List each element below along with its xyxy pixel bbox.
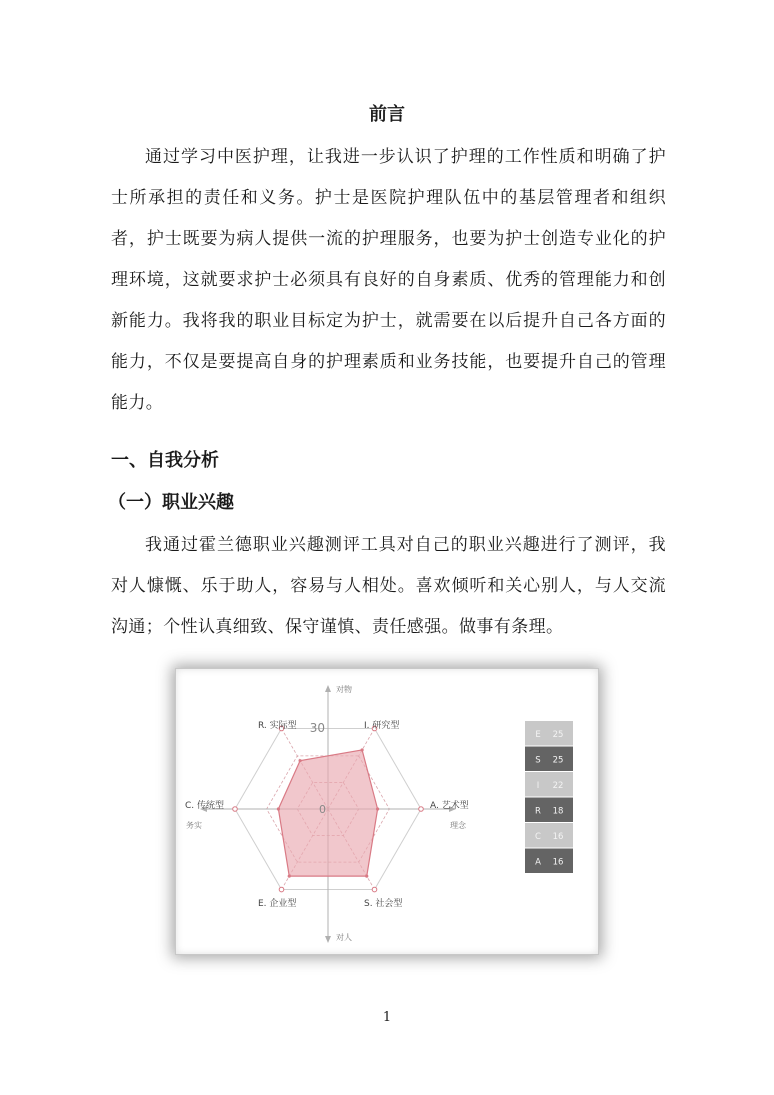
legend-block-r (525, 798, 573, 823)
legend-code-i: I (536, 781, 540, 791)
data-point-4 (288, 875, 291, 878)
legend-block-e (525, 721, 573, 746)
page-title: 前言 (369, 104, 405, 125)
axis-label-bottom: 对人 (336, 933, 352, 942)
legend-code-a: A (535, 857, 541, 868)
legend-value-a: 16 (552, 857, 564, 868)
category-label-3: S. 社会型 (364, 899, 403, 909)
legend-value-r: 18 (552, 806, 564, 817)
category-label-4: E. 企业型 (258, 899, 297, 909)
legend-block-s (525, 747, 573, 772)
legend-block-a (525, 849, 573, 874)
radar-chart (176, 669, 598, 954)
category-label-1: I. 研究型 (364, 721, 400, 731)
category-label-5: C. 传统型 (185, 801, 225, 811)
page-number: 1 (382, 1010, 392, 1025)
legend-value-i: 22 (552, 781, 564, 791)
legend-value-e: 25 (552, 730, 564, 740)
vertex-marker-4 (279, 887, 284, 892)
radar-data-area (278, 750, 377, 876)
scale-zero-label: 0 (319, 803, 326, 816)
legend-value-c: 16 (552, 832, 564, 842)
axis-label-right: 理念 (450, 821, 466, 830)
holland-radar-figure (175, 668, 599, 955)
data-point-3 (365, 875, 368, 878)
section-heading: 一、自我分析 (111, 450, 219, 471)
category-label-6: R. 实际型 (258, 721, 297, 731)
legend-code-r: R (535, 806, 541, 817)
category-label-2: A. 艺术型 (430, 801, 469, 811)
vertex-marker-3 (372, 887, 377, 892)
data-point-5 (277, 807, 280, 810)
axis-arrow-up-icon (325, 685, 331, 692)
axis-label-top: 对物 (336, 685, 352, 694)
axis-arrow-down-icon (325, 936, 331, 943)
vertex-marker-2 (419, 807, 424, 812)
legend-value-s: 25 (552, 755, 564, 766)
data-point-1 (361, 748, 364, 751)
legend-block-i (525, 772, 573, 797)
scale-max-label: 30 (309, 721, 325, 735)
vertex-marker-5 (233, 807, 238, 812)
legend-code-c: C (535, 832, 541, 842)
legend-code-s: S (535, 755, 541, 766)
data-point-6 (299, 759, 302, 762)
axis-label-left: 务实 (186, 821, 202, 830)
legend-block-c (525, 823, 573, 848)
interest-paragraph: 我通过霍兰德职业兴趣测评工具对自己的职业兴趣进行了测评，我对人慷慨、乐于助人，容易与人相处。喜欢倾听和关心别人，与人交流沟通；个性认真细致、保守谨慎、责任感强。做事有条理。 (111, 535, 666, 637)
intro-paragraph: 通过学习中医护理，让我进一步认识了护理的工作性质和明确了护士所承担的责任和义务。护士是医院护理队伍中的基层管理者和组织者，护士既要为病人提供一流的护理服务，也要为护士创造专业化的护理环境，这就要求护士必须具有良好的自身素质、优秀的管理能力和创新能力。我将我的职业目标定为护士，就需要在以后提升自己各方面的能力，不仅是要提高自身的护理素质和业务技能，也要提升自己的管理能力。 (111, 147, 666, 413)
data-point-2 (376, 807, 379, 810)
subsection-heading: （一）职业兴趣 (108, 492, 234, 513)
legend-code-e: E (535, 730, 541, 740)
